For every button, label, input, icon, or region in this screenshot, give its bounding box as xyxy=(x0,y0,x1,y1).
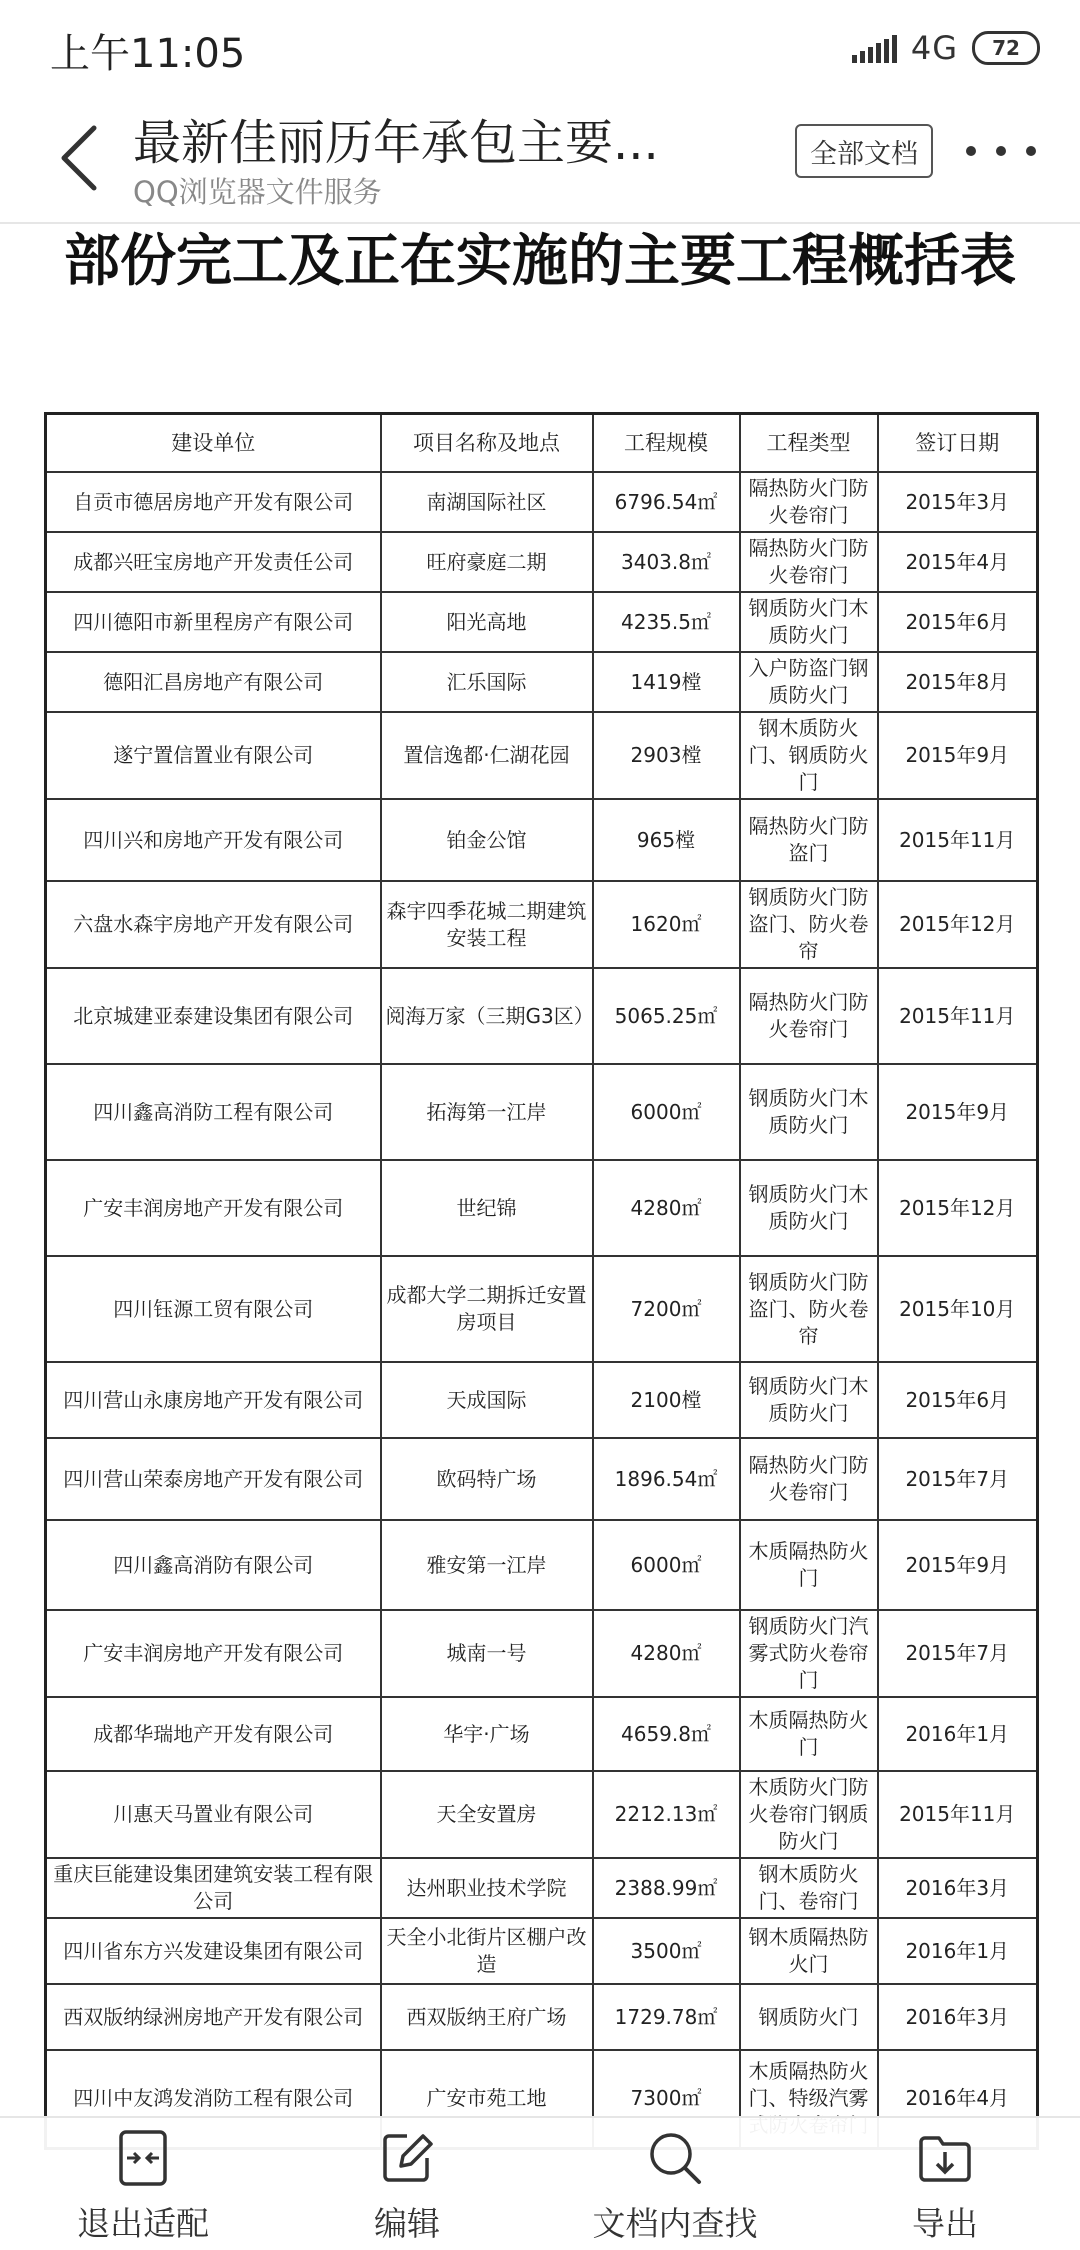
table-row xyxy=(46,881,1038,968)
table-row xyxy=(46,532,1038,592)
cell-builder: 四川中友鸿发消防工程有限公司 xyxy=(46,2050,381,2148)
cell-project: 天全安置房 xyxy=(381,1771,593,1858)
cell-builder: 四川省东方兴发建设集团有限公司 xyxy=(46,1918,381,1984)
table-row xyxy=(46,1610,1038,1697)
cell-builder: 四川鑫高消防工程有限公司 xyxy=(46,1064,381,1160)
cell-date: 2016年1月 xyxy=(878,1697,1038,1771)
cell-builder: 广安丰润房地产开发有限公司 xyxy=(46,1610,381,1697)
cell-scale: 7200㎡ xyxy=(593,1256,740,1362)
status-time: 上午11:05 xyxy=(50,31,246,77)
cell-scale: 1419樘 xyxy=(593,652,740,712)
export-icon xyxy=(915,2128,975,2188)
cell-project: 阳光高地 xyxy=(381,592,593,652)
cell-builder: 川惠天马置业有限公司 xyxy=(46,1771,381,1858)
cell-scale: 4659.8㎡ xyxy=(593,1697,740,1771)
cell-date: 2015年3月 xyxy=(878,472,1038,532)
table-row xyxy=(46,652,1038,712)
cell-date: 2015年11月 xyxy=(878,1771,1038,1858)
cell-builder: 四川德阳市新里程房产有限公司 xyxy=(46,592,381,652)
cell-type: 钢质防火门 xyxy=(740,1984,878,2050)
cell-type: 木质防火门防火卷帘门钢质防火门 xyxy=(740,1771,878,1858)
cell-scale: 2100樘 xyxy=(593,1362,740,1438)
cell-date: 2015年4月 xyxy=(878,532,1038,592)
table-body xyxy=(46,472,1038,2148)
find-label: 文档内查找 xyxy=(592,2204,758,2243)
cell-type: 钢质防火门木质防火门 xyxy=(740,592,878,652)
cell-type: 隔热防火门防火卷帘门 xyxy=(740,532,878,592)
cell-type: 钢质防火门木质防火门 xyxy=(740,1362,878,1438)
table-row xyxy=(46,1984,1038,2050)
cell-project: 铂金公馆 xyxy=(381,799,593,881)
cell-date: 2015年6月 xyxy=(878,1362,1038,1438)
cell-type: 钢质防火门木质防火门 xyxy=(740,1064,878,1160)
table-row xyxy=(46,1520,1038,1610)
edit-label: 编辑 xyxy=(374,2204,440,2243)
cell-builder: 成都兴旺宝房地产开发责任公司 xyxy=(46,532,381,592)
document-title: 最新佳丽历年承包主要... xyxy=(133,115,659,171)
table-row xyxy=(46,1438,1038,1520)
cell-date: 2015年12月 xyxy=(878,1160,1038,1256)
table-row xyxy=(46,1064,1038,1160)
table-row xyxy=(46,472,1038,532)
cell-type: 木质隔热防火门 xyxy=(740,1520,878,1610)
cell-builder: 自贡市德居房地产开发有限公司 xyxy=(46,472,381,532)
cell-type: 钢质防火门木质防火门 xyxy=(740,1160,878,1256)
column-header: 签订日期 xyxy=(878,414,1038,473)
search-icon xyxy=(645,2128,705,2188)
table-row xyxy=(46,799,1038,881)
cell-project: 达州职业技术学院 xyxy=(381,1858,593,1918)
cell-date: 2015年10月 xyxy=(878,1256,1038,1362)
export-button[interactable] xyxy=(895,2128,995,2248)
cell-scale: 2212.13㎡ xyxy=(593,1771,740,1858)
cell-type: 隔热防火门防盗门 xyxy=(740,799,878,881)
cell-project: 世纪锦 xyxy=(381,1160,593,1256)
cell-scale: 965樘 xyxy=(593,799,740,881)
cell-builder: 四川兴和房地产开发有限公司 xyxy=(46,799,381,881)
find-in-doc-button[interactable] xyxy=(590,2128,760,2248)
cell-date: 2016年1月 xyxy=(878,1918,1038,1984)
cell-project: 成都大学二期拆迁安置房项目 xyxy=(381,1256,593,1362)
cell-builder: 四川营山荣泰房地产开发有限公司 xyxy=(46,1438,381,1520)
cell-project: 置信逸都·仁湖花园 xyxy=(381,712,593,799)
cell-scale: 5065.25㎡ xyxy=(593,968,740,1064)
cell-date: 2016年4月 xyxy=(878,2050,1038,2148)
cell-type: 钢质防火门汽雾式防火卷帘门 xyxy=(740,1610,878,1697)
cell-type: 钢木质防火门、卷帘门 xyxy=(740,1858,878,1918)
cell-builder: 成都华瑞地产开发有限公司 xyxy=(46,1697,381,1771)
table-row xyxy=(46,968,1038,1064)
cell-project: 旺府豪庭二期 xyxy=(381,532,593,592)
cell-date: 2015年11月 xyxy=(878,799,1038,881)
cell-builder: 四川营山永康房地产开发有限公司 xyxy=(46,1362,381,1438)
cell-builder: 北京城建亚泰建设集团有限公司 xyxy=(46,968,381,1064)
signal-icon xyxy=(852,33,897,63)
cell-scale: 2903樘 xyxy=(593,712,740,799)
battery-icon xyxy=(972,31,1040,65)
more-dot-icon xyxy=(996,146,1006,156)
cell-project: 拓海第一江岸 xyxy=(381,1064,593,1160)
cell-scale: 2388.99㎡ xyxy=(593,1858,740,1918)
cell-type: 钢质防火门防盗门、防火卷帘 xyxy=(740,1256,878,1362)
cell-builder: 六盘水森宇房地产开发有限公司 xyxy=(46,881,381,968)
cell-builder: 遂宁置信置业有限公司 xyxy=(46,712,381,799)
cell-project: 天成国际 xyxy=(381,1362,593,1438)
cell-type: 入户防盗门钢质防火门 xyxy=(740,652,878,712)
cell-project: 南湖国际社区 xyxy=(381,472,593,532)
cell-project: 广安市苑工地 xyxy=(381,2050,593,2148)
cell-date: 2015年9月 xyxy=(878,1064,1038,1160)
table-row xyxy=(46,712,1038,799)
cell-type: 木质隔热防火门、特级汽雾 xyxy=(740,2050,878,2148)
more-menu-button[interactable] xyxy=(966,126,1036,176)
cell-scale: 4280㎡ xyxy=(593,1160,740,1256)
cell-builder: 四川鑫高消防有限公司 xyxy=(46,1520,381,1610)
cell-date: 2015年11月 xyxy=(878,968,1038,1064)
cell-date: 2015年9月 xyxy=(878,1520,1038,1610)
cell-date: 2015年9月 xyxy=(878,712,1038,799)
cell-date: 2015年8月 xyxy=(878,652,1038,712)
cell-scale: 6000㎡ xyxy=(593,1520,740,1610)
table-row xyxy=(46,1918,1038,1984)
table-header-row xyxy=(46,414,1038,473)
table-row xyxy=(46,1858,1038,1918)
edit-icon xyxy=(377,2128,437,2188)
source-label: QQ浏览器文件服务 xyxy=(133,175,382,209)
cell-date: 2016年3月 xyxy=(878,1858,1038,1918)
cell-date: 2016年3月 xyxy=(878,1984,1038,2050)
table-row xyxy=(46,1771,1038,1858)
column-header: 工程规模 xyxy=(593,414,740,473)
cell-builder: 四川钰源工贸有限公司 xyxy=(46,1256,381,1362)
table-row xyxy=(46,1256,1038,1362)
table-row xyxy=(46,1697,1038,1771)
all-docs-button[interactable]: 全部文档 xyxy=(795,124,933,178)
exit-fit-label: 退出适配 xyxy=(77,2204,209,2243)
cell-project: 城南一号 xyxy=(381,1610,593,1697)
cell-type: 钢质防火门防盗门、防火卷帘 xyxy=(740,881,878,968)
cell-project: 欧码特广场 xyxy=(381,1438,593,1520)
column-header: 项目名称及地点 xyxy=(381,414,593,473)
cell-project: 阅海万家（三期G3区） xyxy=(381,968,593,1064)
exit-fit-icon xyxy=(113,2128,173,2188)
cell-date: 2015年6月 xyxy=(878,592,1038,652)
cell-scale: 4235.5㎡ xyxy=(593,592,740,652)
cell-project: 西双版纳王府广场 xyxy=(381,1984,593,2050)
table-row xyxy=(46,592,1038,652)
cell-scale: 3500㎡ xyxy=(593,1918,740,1984)
more-dot-icon xyxy=(1026,146,1036,156)
cell-project: 天全小北街片区棚户改造 xyxy=(381,1918,593,1984)
cell-project: 雅安第一江岸 xyxy=(381,1520,593,1610)
network-label: 4G xyxy=(910,29,958,67)
cell-builder: 德阳汇昌房地产有限公司 xyxy=(46,652,381,712)
table-row xyxy=(46,1160,1038,1256)
cell-type: 钢木质防火门、钢质防火门 xyxy=(740,712,878,799)
cell-builder: 重庆巨能建设集团建筑安装工程有限公司 xyxy=(46,1858,381,1918)
cell-project: 森宇四季花城二期建筑安装工程 xyxy=(381,881,593,968)
bottom-toolbar xyxy=(0,2116,1080,2250)
page-title: 部份完工及正在实施的主要工程概括表 xyxy=(64,229,1016,294)
cell-scale: 7300㎡ xyxy=(593,2050,740,2148)
chevron-left-icon xyxy=(48,118,118,198)
column-header: 建设单位 xyxy=(46,414,381,473)
more-dot-icon xyxy=(966,146,976,156)
cell-builder: 西双版纳绿洲房地产开发有限公司 xyxy=(46,1984,381,2050)
cell-scale: 1729.78㎡ xyxy=(593,1984,740,2050)
exit-fit-button[interactable] xyxy=(68,2128,218,2248)
cell-project: 汇乐国际 xyxy=(381,652,593,712)
column-header: 工程类型 xyxy=(740,414,878,473)
cell-scale: 6796.54㎡ xyxy=(593,472,740,532)
cell-type: 钢木质隔热防火门 xyxy=(740,1918,878,1984)
cell-project: 华宇·广场 xyxy=(381,1697,593,1771)
cell-scale: 3403.8㎡ xyxy=(593,532,740,592)
cell-type: 隔热防火门防火卷帘门 xyxy=(740,472,878,532)
cell-scale: 6000㎡ xyxy=(593,1064,740,1160)
cell-scale: 1620㎡ xyxy=(593,881,740,968)
back-button[interactable] xyxy=(48,118,118,198)
cell-date: 2015年7月 xyxy=(878,1438,1038,1520)
battery-level: 72 xyxy=(992,36,1020,60)
table-row xyxy=(46,1362,1038,1438)
cell-scale: 4280㎡ xyxy=(593,1610,740,1697)
project-table xyxy=(44,412,1039,2150)
project-table-container xyxy=(44,412,1036,2150)
cell-date: 2015年7月 xyxy=(878,1610,1038,1697)
app-header xyxy=(0,96,1080,224)
cell-builder: 广安丰润房地产开发有限公司 xyxy=(46,1160,381,1256)
status-bar xyxy=(0,0,1080,96)
cell-scale: 1896.54㎡ xyxy=(593,1438,740,1520)
cell-type: 木质隔热防火门 xyxy=(740,1697,878,1771)
status-icons xyxy=(852,28,1040,68)
edit-button[interactable] xyxy=(357,2128,457,2248)
cell-date: 2015年12月 xyxy=(878,881,1038,968)
export-label: 导出 xyxy=(912,2204,978,2243)
cell-type: 隔热防火门防火卷帘门 xyxy=(740,968,878,1064)
cell-type: 隔热防火门防火卷帘门 xyxy=(740,1438,878,1520)
